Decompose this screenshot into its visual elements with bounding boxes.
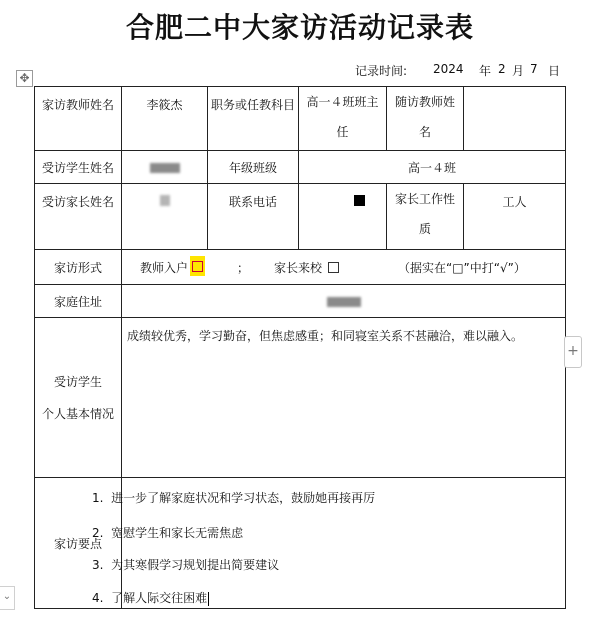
option-parent-visit-label: 家长来校 — [274, 261, 323, 275]
visit-form-options — [122, 250, 566, 285]
record-month: 2 — [498, 62, 506, 76]
record-day: 7 — [530, 62, 538, 76]
home-address-label: 家庭住址 — [35, 285, 122, 318]
grade-class-value[interactable]: 高一４班 — [299, 151, 566, 184]
visit-form-label: 家访形式 — [35, 250, 122, 285]
visit-point-text: 了解人际交往困难 — [111, 591, 208, 605]
add-column-plus-icon[interactable]: + — [564, 336, 582, 368]
student-name-value[interactable] — [122, 151, 208, 184]
redacted-address — [327, 297, 361, 307]
document-title: 合肥二中大家访活动记录表 — [125, 11, 474, 44]
student-situation-label-line1: 受访学生 — [53, 374, 102, 389]
accompany-teacher-label: 随访教师姓名 — [387, 87, 464, 151]
record-year: 2024 — [433, 62, 464, 76]
parent-name-value[interactable] — [122, 184, 208, 250]
parent-job-label: 家长工作性质 — [387, 184, 464, 250]
duty-label: 职务或任教科目 — [208, 87, 299, 151]
teacher-name-label: 家访教师姓名 — [35, 87, 122, 151]
home-address-value[interactable] — [122, 285, 566, 318]
record-date-label: 记录时间: — [355, 64, 408, 78]
visit-point-item — [92, 489, 375, 506]
phone-label: 联系电话 — [208, 184, 299, 250]
table-move-handle-icon[interactable]: ✥ — [16, 70, 33, 87]
visit-point-num: 2. — [92, 526, 104, 540]
row-teacher — [35, 87, 566, 151]
visit-point-num: 4. — [92, 591, 104, 605]
redacted-phone-number — [354, 195, 365, 206]
option-teacher-visit-label: 教师入户 — [140, 261, 189, 275]
row-student-situation — [35, 318, 566, 478]
row-parent — [35, 184, 566, 250]
visit-form-hint: （据实在“□”中打“√”） — [398, 261, 526, 275]
record-month-unit: 月 — [512, 64, 525, 78]
accompany-teacher-value[interactable] — [464, 87, 566, 151]
record-day-unit: 日 — [548, 64, 561, 78]
teacher-name-value[interactable]: 李筱杰 — [122, 87, 208, 151]
visit-point-num: 1. — [92, 491, 104, 505]
option-separator: ； — [237, 261, 250, 275]
visit-point-item — [92, 556, 279, 573]
student-situation-label-line2: 个人基本情况 — [41, 406, 114, 421]
visit-point-text: 为其寒假学习规划提出简要建议 — [111, 558, 280, 572]
phone-value[interactable] — [299, 184, 387, 250]
option-parent-visit-checkbox[interactable] — [328, 260, 339, 274]
visit-point-item — [92, 524, 243, 541]
option-teacher-visit-checkbox[interactable] — [190, 256, 205, 276]
visit-point-text: 进一步了解家庭状况和学习状态，鼓励她再接再厉 — [111, 491, 376, 505]
student-name-label: 受访学生姓名 — [35, 151, 122, 184]
redacted-parent-name — [160, 195, 170, 206]
parent-job-value[interactable]: 工人 — [464, 184, 566, 250]
row-visit-form — [35, 250, 566, 285]
visit-point-text: 宽慰学生和家长无需焦虑 — [111, 526, 244, 540]
visit-point-item — [92, 589, 209, 606]
redacted-student-name — [150, 163, 180, 173]
row-address — [35, 285, 566, 318]
row-student — [35, 151, 566, 184]
student-situation-label — [35, 318, 122, 478]
grade-class-label: 年级班级 — [208, 151, 299, 184]
chevron-down-icon[interactable]: ⌄ — [0, 586, 15, 610]
visit-points-label: 家访要点 — [35, 478, 122, 609]
text-cursor — [208, 592, 209, 606]
record-year-unit: 年 — [479, 64, 492, 78]
visit-point-num: 3. — [92, 558, 104, 572]
duty-value[interactable]: 高一４班班主任 — [299, 87, 387, 151]
parent-name-label: 受访家长姓名 — [35, 184, 122, 250]
student-situation-content[interactable]: 成绩较优秀，学习勤奋，但焦虑感重；和同寝室关系不甚融洽，难以融入。 — [122, 318, 566, 478]
